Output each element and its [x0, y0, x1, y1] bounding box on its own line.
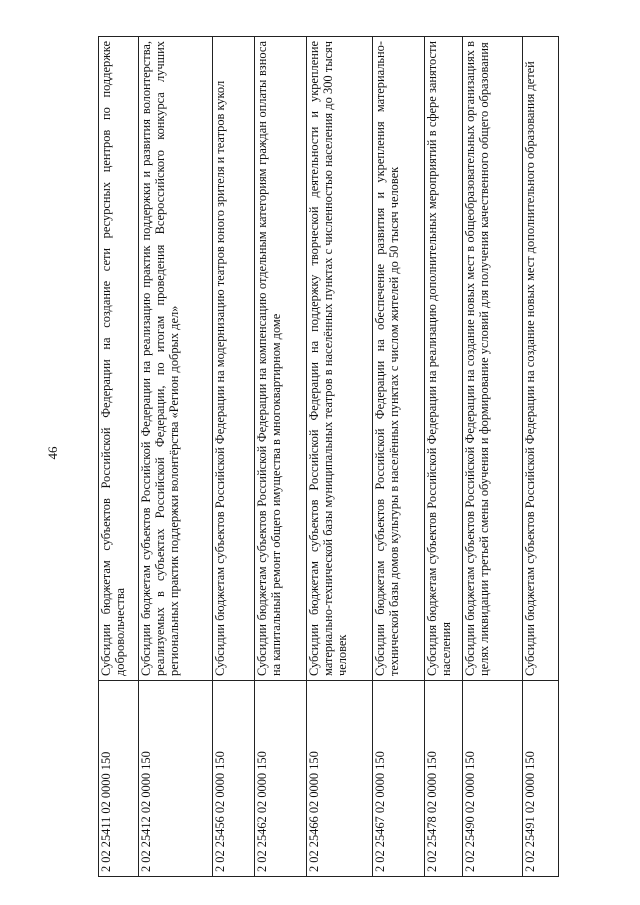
- code-cell: 2 02 25462 02 0000 150: [255, 681, 307, 877]
- table-row: [425, 37, 463, 877]
- code-cell: 2 02 25456 02 0000 150: [213, 681, 255, 877]
- code-cell: 2 02 25490 02 0000 150: [463, 681, 523, 877]
- table-row: [255, 37, 307, 877]
- description-cell: Субсидии бюджетам субъектов Российской Федерации на создание сети ресурсных центров по поддержке добровольчества: [99, 37, 139, 681]
- table-row: [523, 37, 559, 877]
- description-cell: Субсидии бюджетам субъектов Российской Федерации на обеспечение развития и укрепления материально-технической базы домов культуры в населённых пунктах с числом жителей до 50 тысяч человек: [373, 37, 425, 681]
- description-cell: Субсидии бюджетам субъектов Российской Федерации на создание новых мест дополнительного образования детей: [523, 37, 559, 681]
- table-row: [463, 37, 523, 877]
- code-cell: 2 02 25411 02 0000 150: [99, 681, 139, 877]
- description-cell: Субсидии бюджетам субъектов Российской Федерации на реализацию практик поддержки и развития волонтерства, реализуемых в субъектах Российской Федерации, по итогам проведения Всероссийского конкурса лучших региональных практик поддержки волонтёрства «Регион добрых дел»: [139, 37, 213, 681]
- description-cell: Субсидии бюджетам субъектов Российской Федерации на поддержку творческой деятельности и укрепление материально-технической базы муниципальных театров в населённых пунктах с численностью населения до 300 тысяч человек: [307, 37, 373, 681]
- description-cell: Субсидии бюджетам субъектов Российской Федерации на модернизацию театров юного зрителя и театров кукол: [213, 37, 255, 681]
- budget-classification-table: [98, 36, 559, 877]
- code-cell: 2 02 25478 02 0000 150: [425, 681, 463, 877]
- table-row: [213, 37, 255, 877]
- description-cell: Субсидии бюджетам субъектов Российской Федерации на компенсацию отдельным категориям граждан оплаты взноса на капитальный ремонт общего имущества в многоквартирном доме: [255, 37, 307, 681]
- code-cell: 2 02 25466 02 0000 150: [307, 681, 373, 877]
- code-cell: 2 02 25412 02 0000 150: [139, 681, 213, 877]
- code-cell: 2 02 25491 02 0000 150: [523, 681, 559, 877]
- page-number: 46: [45, 446, 60, 460]
- description-cell: Субсидии бюджетам субъектов Российской Федерации на создание новых мест в общеобразовательных организациях в целях ликвидации третьей смены обучения и формирование условий для получения качественного общего образования: [463, 37, 523, 681]
- table-row: [307, 37, 373, 877]
- table-row: [139, 37, 213, 877]
- table-row: [99, 37, 139, 877]
- rotated-table-frame: [98, 37, 558, 877]
- code-cell: 2 02 25467 02 0000 150: [373, 681, 425, 877]
- table-row: [373, 37, 425, 877]
- description-cell: Субсидия бюджетам субъектов Российской Федерации на реализацию дополнительных мероприятий в сфере занятости населения: [425, 37, 463, 681]
